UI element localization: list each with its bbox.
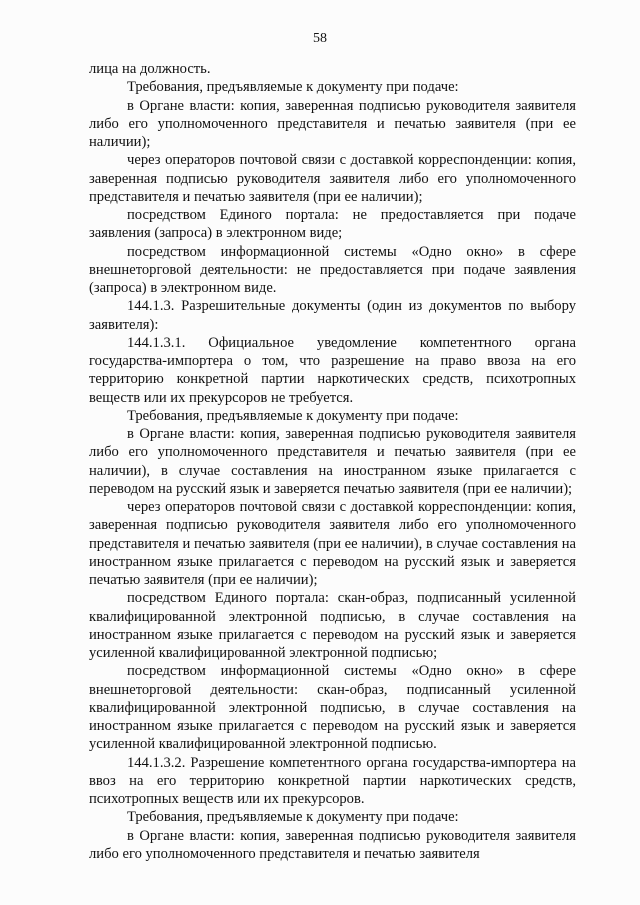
paragraph-continuation: лица на должность. xyxy=(89,61,211,77)
paragraph-section-144-1-3-1: 144.1.3.1. Официальное уведомление компетентного органа государства-импортера о том, что разрешение на право ввоза на его территорию конкретной партии наркотических средств, психотропных веществ или их прекурсоров не требуется. xyxy=(89,334,576,406)
paragraph-postal-copy: через операторов почтовой связи с доставкой корреспонденции: копия, заверенная подписью руководителя заявителя либо его уполномоченного представителя и печатью заявителя (при ее наличии); xyxy=(89,152,576,205)
paragraph-authority-copy: в Органе власти: копия, заверенная подписью руководителя заявителя либо его уполномоченного представителя и печатью заявителя (при ее наличии); xyxy=(89,97,576,150)
paragraph-single-window-scan: посредством информационной системы «Одно окно» в сфере внешнеторговой деятельности: скан-образ, подписанный усиленной квалифицированной электронной подписью, в случае составления на иностранном языке прилагается с переводом на русский язык и заверяется усиленной квалифицированной электронной подписью. xyxy=(89,663,576,753)
document-body xyxy=(89,60,576,863)
paragraph-postal-copy-translation: через операторов почтовой связи с доставкой корреспонденции: копия, заверенная подписью руководителя заявителя либо его уполномоченного представителя и печатью заявителя (при ее наличии), в случае составления на иностранном языке прилагается с переводом на русский язык и заверяется печатью заявителя (при ее наличии); xyxy=(89,499,576,588)
page-number: 58 xyxy=(313,31,327,46)
paragraph-unified-portal-scan: посредством Единого портала: скан-образ, подписанный усиленной квалифицированной электронной подписью, в случае составления на иностранном языке прилагается с переводом на русский язык и заверяется усиленной квалифицированной электронной подписью; xyxy=(89,590,576,661)
paragraph-requirements-heading: Требования, предъявляемые к документу при подаче: xyxy=(127,809,459,826)
paragraph-section-144-1-3-2: 144.1.3.2. Разрешение компетентного органа государства-импортера на ввоз на его территорию конкретной партии наркотических средств, психотропных веществ или их прекурсоров. xyxy=(89,754,576,807)
paragraph-requirements-heading: Требования, предъявляемые к документу при подаче: xyxy=(127,79,459,96)
paragraph-requirements-heading: Требования, предъявляемые к документу при подаче: xyxy=(127,407,459,424)
paragraph-section-144-1-3: 144.1.3. Разрешительные документы (один из документов по выбору заявителя): xyxy=(89,298,576,333)
paragraph-authority-copy-translation: в Органе власти: копия, заверенная подписью руководителя заявителя либо его уполномоченного представителя и печатью заявителя (при ее наличии), в случае составления на иностранном языке прилагается с переводом на русский язык и заверяется печатью заявителя (при ее наличии); xyxy=(89,426,576,497)
paragraph-unified-portal: посредством Единого портала: не предоставляется при подаче заявления (запроса) в электронном виде; xyxy=(89,207,576,242)
paragraph-single-window: посредством информационной системы «Одно окно» в сфере внешнеторговой деятельности: не предоставляется при подаче заявления (запроса) в электронном виде. xyxy=(89,243,576,296)
paragraph-authority-copy-final: в Органе власти: копия, заверенная подписью руководителя заявителя либо его уполномоченного представителя и печатью заявителя xyxy=(89,827,576,862)
